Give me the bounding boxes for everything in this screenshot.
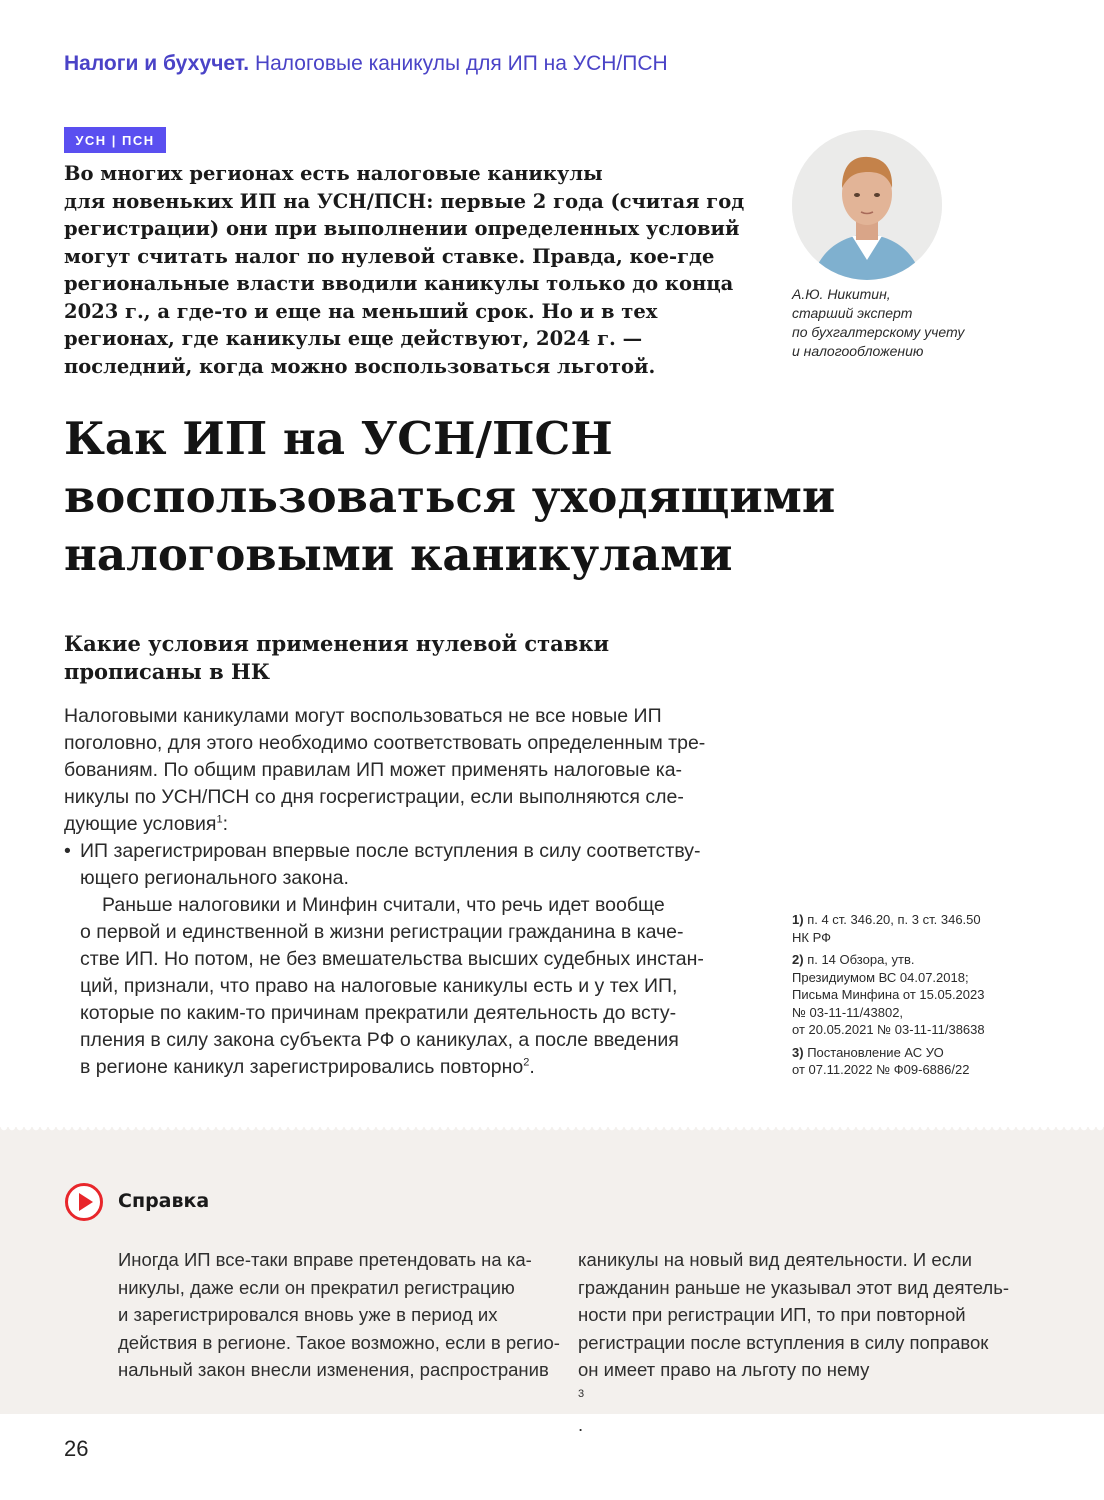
footnote-3 <box>792 1044 985 1079</box>
scalloped-edge <box>0 1127 1104 1133</box>
footnote-number: 3) <box>792 1044 804 1060</box>
lead-line: регистрации) они при выполнении определенных условий <box>64 217 740 240</box>
reference-line: регистрации после вступления в силу поправок <box>578 1331 989 1353</box>
body-line: о первой и единственной в жизни регистрации гражданина в каче- <box>80 921 684 943</box>
footnote-line: от 07.11.2022 № Ф09-6886/22 <box>792 1062 970 1077</box>
footnote-2 <box>792 951 985 1039</box>
play-icon <box>64 1182 104 1222</box>
reference-column-2 <box>578 1246 1009 1439</box>
article-title <box>64 410 964 584</box>
running-header-article: Налоговые каникулы для ИП на УСН/ПСН <box>254 52 668 75</box>
footnote-line: от 20.05.2021 № 03-11-11/38638 <box>792 1022 985 1037</box>
footnote-line <box>792 1044 985 1062</box>
reference-column-1 <box>118 1246 560 1384</box>
body-text <box>64 703 744 1081</box>
reference-line: ности при регистрации ИП, то при повторной <box>578 1304 966 1325</box>
title-line: налоговыми каникулами <box>64 528 733 581</box>
heading-line: Какие условия применения нулевой ставки <box>64 631 610 656</box>
category-tag: УСН | ПСН <box>64 127 166 153</box>
footnote-1 <box>792 911 985 946</box>
body-line: ций, признали, что право на налоговые каникулы есть и у тех ИП, <box>80 975 678 997</box>
author-photo <box>792 130 942 280</box>
body-line: никулы по УСН/ПСН со дня госрегистрации, если выполняются сле- <box>64 786 684 808</box>
lead-line: 2023 г., а где-то и еще на меньший срок. Но и в тех <box>64 299 658 323</box>
title-line: воспользоваться уходящими <box>64 470 836 523</box>
body-line <box>64 811 744 838</box>
section-heading <box>64 630 609 686</box>
body-line: стве ИП. Но потом, не без вмешательства высших судебных инстан- <box>80 948 704 970</box>
body-text-segment: дующие условия <box>64 813 217 835</box>
reference-title: Справка <box>118 1190 210 1212</box>
body-line: бованиям. По общим правилам ИП может применять налоговые ка- <box>64 759 683 781</box>
footnote-ref-2[interactable]: 2 <box>523 1056 530 1069</box>
lead-line: регионах, где каникулы еще действуют, 2024 г. — <box>64 327 643 350</box>
reference-line: и зарегистрировался вновь уже в период их <box>118 1304 498 1325</box>
body-line: которые по каким-то причинам прекратили деятельность до всту- <box>80 1002 677 1024</box>
footnote-text: Постановление АС УО <box>807 1044 944 1060</box>
author-name: А.Ю. Никитин, <box>792 286 891 302</box>
footnote-line: НК РФ <box>792 929 831 945</box>
body-line <box>64 1054 744 1081</box>
reference-text-segment: он имеет право на льготу по нему <box>578 1359 870 1380</box>
bullet-item: • ИП зарегистрирован впервые после вступления в силу соответству- <box>64 838 744 865</box>
lead-line: региональные власти вводили каникулы только до конца <box>64 272 734 295</box>
footnote-line <box>792 911 985 929</box>
reference-line: гражданин раньше не указывал этот вид деятель- <box>578 1276 1010 1298</box>
reference-line: нальный закон внесли изменения, распространив <box>118 1359 549 1380</box>
author-role-line: по бухгалтерскому учету <box>792 324 965 340</box>
author-portrait-icon <box>792 130 942 280</box>
author-caption <box>792 285 964 361</box>
reference-punctuation: . <box>578 1414 584 1435</box>
footnote-number: 2) <box>792 952 804 967</box>
heading-line: прописаны в НК <box>64 659 270 684</box>
lead-paragraph <box>64 160 764 380</box>
body-line: Налоговыми каникулами могут воспользоваться не все новые ИП <box>64 705 662 727</box>
footnote-line: Письма Минфина от 15.05.2023 <box>792 987 985 1002</box>
footnotes <box>792 911 985 1084</box>
footnote-ref-1[interactable]: 1 <box>216 813 223 826</box>
reference-line <box>578 1356 1009 1439</box>
body-line: пления в силу закона субъекта РФ о каникулах, а после введения <box>80 1029 679 1051</box>
title-line: Как ИП на УСН/ПСН <box>64 412 613 465</box>
reference-line: Иногда ИП все-таки вправе претендовать на ка- <box>118 1249 532 1270</box>
footnote-line <box>792 951 985 969</box>
lead-line: для новеньких ИП на УСН/ПСН: первые 2 года (считая год <box>64 189 745 213</box>
lead-line: Во многих регионах есть налоговые каникулы <box>64 162 603 185</box>
body-text-segment: в регионе каникул зарегистрировались повторно <box>80 1056 524 1078</box>
bullet-continuation: ющего регионального закона. <box>80 867 349 889</box>
running-header-section: Налоги и бухучет. <box>64 52 250 75</box>
body-punctuation: : <box>222 813 229 835</box>
lead-line: последний, когда можно воспользоваться льготой. <box>64 354 656 378</box>
author-role-line: старший эксперт <box>792 305 913 321</box>
footnote-ref-3[interactable]: 3 <box>578 1387 585 1400</box>
footnote-line: № 03-11-11/43802, <box>792 1004 904 1020</box>
body-line: Раньше налоговики и Минфин считали, что речь идет вообще <box>102 894 665 916</box>
page-number: 26 <box>64 1436 89 1461</box>
running-header <box>64 52 668 76</box>
body-line: поголовно, для этого необходимо соответствовать определенным тре- <box>64 732 706 754</box>
footnote-line: Президиумом ВС 04.07.2018; <box>792 969 969 985</box>
reference-line: каникулы на новый вид деятельности. И если <box>578 1249 972 1270</box>
lead-line: могут считать налог по нулевой ставке. Правда, кое-где <box>64 244 715 268</box>
reference-line: никулы, даже если он прекратил регистрацию <box>118 1276 515 1298</box>
reference-line: действия в регионе. Такое возможно, если в регио- <box>118 1331 560 1353</box>
author-role-line: и налогообложению <box>792 343 924 359</box>
footnote-text: п. 4 ст. 346.20, п. 3 ст. 346.50 <box>807 912 981 927</box>
footnote-text: п. 14 Обзора, утв. <box>807 952 915 967</box>
footnote-number: 1) <box>792 912 804 927</box>
body-punctuation: . <box>529 1056 535 1078</box>
